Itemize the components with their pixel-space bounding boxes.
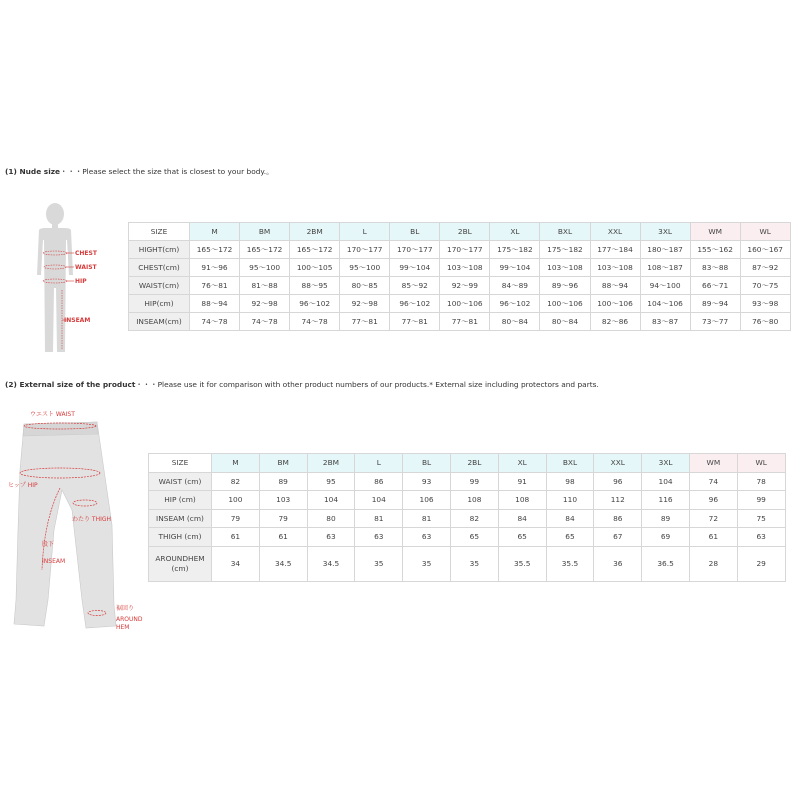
nude-size-row <box>129 277 791 295</box>
nude-size-cell: 108～187 <box>640 259 690 277</box>
nude-size-cell: 100～106 <box>540 295 590 313</box>
nude-size-title: (1) Nude size <box>5 167 61 176</box>
external-size-header-2bm: 2BM <box>307 454 355 473</box>
nude-size-cell: 74～78 <box>290 313 340 331</box>
external-size-row-label: AROUNDHEM (cm) <box>149 546 212 581</box>
external-size-cell: 63 <box>307 528 355 547</box>
nude-size-cell: 80～85 <box>340 277 390 295</box>
nude-size-row <box>129 313 791 331</box>
external-size-table <box>148 453 786 582</box>
nude-size-cell: 88～95 <box>290 277 340 295</box>
nude-size-cell: 96～102 <box>490 295 540 313</box>
nude-size-cell: 84～89 <box>490 277 540 295</box>
external-size-cell: 104 <box>307 491 355 510</box>
external-size-cell: 96 <box>689 491 737 510</box>
external-size-cell: 82 <box>450 509 498 528</box>
external-size-size-header: SIZE <box>149 454 212 473</box>
external-size-header-xxl: XXL <box>594 454 642 473</box>
external-size-cell: 72 <box>689 509 737 528</box>
nude-size-cell: 89～94 <box>690 295 740 313</box>
nude-size-cell: 80～84 <box>490 313 540 331</box>
external-size-cell: 34 <box>212 546 260 581</box>
external-size-header-bl: BL <box>403 454 451 473</box>
nude-size-cell: 76～81 <box>190 277 240 295</box>
external-size-cell: 108 <box>450 491 498 510</box>
nude-size-cell: 99～104 <box>490 259 540 277</box>
external-size-cell: 74 <box>689 472 737 491</box>
nude-size-cell: 70～75 <box>740 277 790 295</box>
external-size-cell: 84 <box>546 509 594 528</box>
nude-size-cell: 165～172 <box>290 241 340 259</box>
external-size-cell: 34.5 <box>307 546 355 581</box>
nude-size-row-label: INSEAM(cm) <box>129 313 190 331</box>
nude-size-cell: 91～96 <box>190 259 240 277</box>
nude-size-cell: 180～187 <box>640 241 690 259</box>
nude-size-header-wm: WM <box>690 223 740 241</box>
external-size-cell: 100 <box>212 491 260 510</box>
nude-size-cell: 87～92 <box>740 259 790 277</box>
nude-size-cell: 93～98 <box>740 295 790 313</box>
external-size-cell: 67 <box>594 528 642 547</box>
external-size-cell: 81 <box>355 509 403 528</box>
nude-size-header-row <box>129 223 791 241</box>
external-size-cell: 35.5 <box>546 546 594 581</box>
external-size-cell: 103 <box>259 491 307 510</box>
external-size-header-l: L <box>355 454 403 473</box>
external-size-cell: 93 <box>403 472 451 491</box>
external-size-cell: 91 <box>498 472 546 491</box>
nude-size-cell: 85～92 <box>390 277 440 295</box>
waist-label: WAIST <box>75 264 97 271</box>
nude-size-header-xl: XL <box>490 223 540 241</box>
nude-size-cell: 89～96 <box>540 277 590 295</box>
nude-size-heading <box>5 166 273 177</box>
external-size-cell: 65 <box>498 528 546 547</box>
nude-size-row <box>129 241 791 259</box>
external-size-description: ・・・Please use it for comparison with other product numbers of our products.* External size including protectors and parts. <box>135 380 599 389</box>
external-size-cell: 106 <box>403 491 451 510</box>
nude-size-row <box>129 295 791 313</box>
nude-size-header-bl: BL <box>390 223 440 241</box>
external-size-cell: 80 <box>307 509 355 528</box>
nude-size-header-xxl: XXL <box>590 223 640 241</box>
external-size-cell: 98 <box>546 472 594 491</box>
nude-size-description: ・・・Please select the size that is closest to your body.。 <box>60 167 274 176</box>
chest-label: CHEST <box>75 250 97 257</box>
nude-size-row-label: WAIST(cm) <box>129 277 190 295</box>
pants-hem-label-1: AROUND <box>116 616 143 623</box>
external-size-cell: 116 <box>642 491 690 510</box>
nude-size-cell: 165～172 <box>190 241 240 259</box>
nude-size-cell: 155～162 <box>690 241 740 259</box>
external-size-row-label: THIGH (cm) <box>149 528 212 547</box>
external-size-cell: 108 <box>498 491 546 510</box>
nude-size-cell: 77～81 <box>440 313 490 331</box>
external-size-cell: 28 <box>689 546 737 581</box>
external-size-cell: 63 <box>355 528 403 547</box>
nude-size-cell: 77～81 <box>340 313 390 331</box>
external-size-row <box>149 546 786 581</box>
external-size-cell: 29 <box>737 546 785 581</box>
external-size-header-2bl: 2BL <box>450 454 498 473</box>
external-size-header-3xl: 3XL <box>642 454 690 473</box>
external-size-header-bm: BM <box>259 454 307 473</box>
nude-size-cell: 103～108 <box>440 259 490 277</box>
nude-size-cell: 104～106 <box>640 295 690 313</box>
external-size-cell: 35 <box>355 546 403 581</box>
pants-waist-label: ウエスト WAIST <box>30 411 75 418</box>
nude-size-row-label: HIP(cm) <box>129 295 190 313</box>
nude-size-cell: 83～87 <box>640 313 690 331</box>
nude-size-cell: 175～182 <box>490 241 540 259</box>
external-size-cell: 61 <box>259 528 307 547</box>
external-size-cell: 95 <box>307 472 355 491</box>
external-size-row <box>149 509 786 528</box>
external-size-header-wm: WM <box>689 454 737 473</box>
nude-size-header-2bl: 2BL <box>440 223 490 241</box>
pants-hip-label: ヒップ HIP <box>8 482 38 489</box>
pants-inseam-label: INSEAM <box>42 558 66 565</box>
external-size-header-bxl: BXL <box>546 454 594 473</box>
nude-size-cell: 96～102 <box>290 295 340 313</box>
external-size-cell: 35 <box>403 546 451 581</box>
nude-size-cell: 74～78 <box>240 313 290 331</box>
nude-size-cell: 94～100 <box>640 277 690 295</box>
nude-size-cell: 165～172 <box>240 241 290 259</box>
external-size-row-label: WAIST (cm) <box>149 472 212 491</box>
external-size-cell: 84 <box>498 509 546 528</box>
nude-size-cell: 95～100 <box>340 259 390 277</box>
nude-size-cell: 170～177 <box>340 241 390 259</box>
external-size-header-m: M <box>212 454 260 473</box>
external-size-cell: 89 <box>642 509 690 528</box>
external-size-header-row <box>149 454 786 473</box>
pants-thigh-label: わたり THIGH <box>72 516 112 523</box>
external-size-cell: 65 <box>546 528 594 547</box>
nude-size-row <box>129 259 791 277</box>
external-size-cell: 110 <box>546 491 594 510</box>
external-size-row <box>149 491 786 510</box>
nude-size-cell: 99～104 <box>390 259 440 277</box>
external-size-cell: 81 <box>403 509 451 528</box>
nude-size-cell: 100～106 <box>440 295 490 313</box>
external-size-cell: 112 <box>594 491 642 510</box>
external-size-row <box>149 528 786 547</box>
external-size-cell: 99 <box>737 491 785 510</box>
nude-size-cell: 103～108 <box>590 259 640 277</box>
external-size-cell: 82 <box>212 472 260 491</box>
nude-size-cell: 100～106 <box>590 295 640 313</box>
nude-size-cell: 77～81 <box>390 313 440 331</box>
nude-size-cell: 81～88 <box>240 277 290 295</box>
external-size-row-label: INSEAM (cm) <box>149 509 212 528</box>
pants-hem-jp-label: 裾回り <box>116 605 135 612</box>
pants-measurement-figure <box>2 400 152 640</box>
external-size-cell: 69 <box>642 528 690 547</box>
nude-size-cell: 100～105 <box>290 259 340 277</box>
external-size-header-xl: XL <box>498 454 546 473</box>
external-size-cell: 79 <box>212 509 260 528</box>
pants-hem-label-2: HEM <box>116 624 130 631</box>
nude-size-cell: 88～94 <box>590 277 640 295</box>
body-measurement-figure <box>32 200 112 360</box>
body-silhouette <box>37 203 73 352</box>
nude-size-header-bxl: BXL <box>540 223 590 241</box>
nude-size-row-label: HIGHT(cm) <box>129 241 190 259</box>
external-size-cell: 63 <box>403 528 451 547</box>
nude-size-cell: 92～98 <box>340 295 390 313</box>
external-size-cell: 104 <box>355 491 403 510</box>
pants-inseam-jp-label: 股下 <box>42 541 55 548</box>
external-size-cell: 96 <box>594 472 642 491</box>
nude-size-cell: 170～177 <box>390 241 440 259</box>
nude-size-cell: 175～182 <box>540 241 590 259</box>
external-size-row-label: HIP (cm) <box>149 491 212 510</box>
nude-size-header-l: L <box>340 223 390 241</box>
nude-size-cell: 160～167 <box>740 241 790 259</box>
nude-size-cell: 74～78 <box>190 313 240 331</box>
nude-size-cell: 66～71 <box>690 277 740 295</box>
nude-size-header-wl: WL <box>740 223 790 241</box>
external-size-cell: 65 <box>450 528 498 547</box>
external-size-title: (2) External size of the product <box>5 380 136 389</box>
external-size-cell: 34.5 <box>259 546 307 581</box>
nude-size-cell: 170～177 <box>440 241 490 259</box>
nude-size-cell: 83～88 <box>690 259 740 277</box>
external-size-cell: 75 <box>737 509 785 528</box>
external-size-heading <box>5 379 599 390</box>
external-size-cell: 79 <box>259 509 307 528</box>
external-size-cell: 86 <box>355 472 403 491</box>
external-size-cell: 35 <box>450 546 498 581</box>
nude-size-header-m: M <box>190 223 240 241</box>
nude-size-cell: 92～98 <box>240 295 290 313</box>
external-size-cell: 36 <box>594 546 642 581</box>
nude-size-header-3xl: 3XL <box>640 223 690 241</box>
external-size-cell: 35.5 <box>498 546 546 581</box>
external-size-cell: 89 <box>259 472 307 491</box>
nude-size-cell: 82～86 <box>590 313 640 331</box>
nude-size-header-bm: BM <box>240 223 290 241</box>
nude-size-cell: 96～102 <box>390 295 440 313</box>
nude-size-cell: 103～108 <box>540 259 590 277</box>
external-size-cell: 78 <box>737 472 785 491</box>
external-size-cell: 63 <box>737 528 785 547</box>
external-size-header-wl: WL <box>737 454 785 473</box>
inseam-label: INSEAM <box>64 317 91 324</box>
nude-size-cell: 73～77 <box>690 313 740 331</box>
pants-silhouette <box>14 422 116 628</box>
external-size-row <box>149 472 786 491</box>
nude-size-row-label: CHEST(cm) <box>129 259 190 277</box>
nude-size-cell: 88～94 <box>190 295 240 313</box>
nude-size-cell: 92～99 <box>440 277 490 295</box>
nude-size-cell: 177～184 <box>590 241 640 259</box>
external-size-cell: 99 <box>450 472 498 491</box>
external-size-cell: 86 <box>594 509 642 528</box>
nude-size-cell: 95～100 <box>240 259 290 277</box>
nude-size-table <box>128 222 791 331</box>
nude-size-size-header: SIZE <box>129 223 190 241</box>
external-size-cell: 61 <box>689 528 737 547</box>
external-size-cell: 36.5 <box>642 546 690 581</box>
nude-size-cell: 76～80 <box>740 313 790 331</box>
hip-label: HIP <box>75 278 87 285</box>
external-size-cell: 104 <box>642 472 690 491</box>
nude-size-header-2bm: 2BM <box>290 223 340 241</box>
external-size-cell: 61 <box>212 528 260 547</box>
nude-size-cell: 80～84 <box>540 313 590 331</box>
